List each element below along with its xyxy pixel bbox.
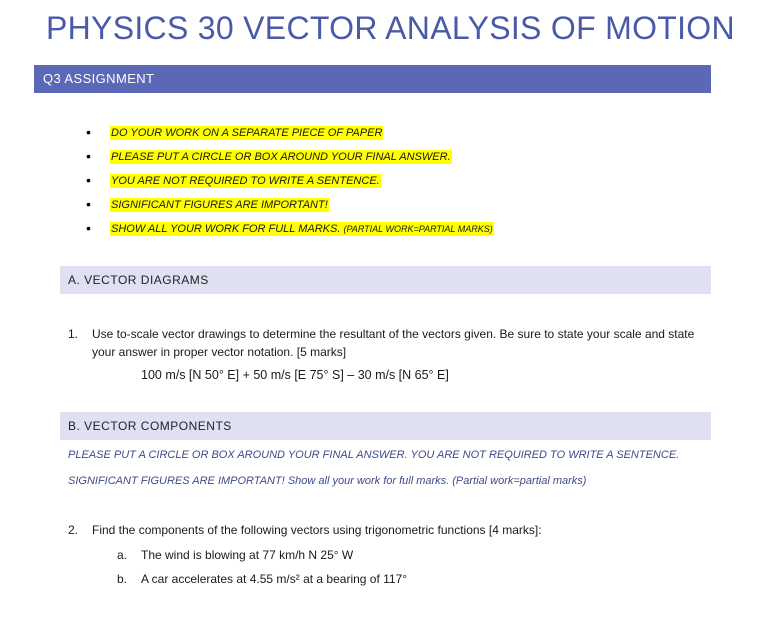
item-a-text: The wind is blowing at 77 km/h N 25° W (141, 548, 354, 562)
assignment-banner (34, 65, 711, 93)
item-b-text: A car accelerates at 4.55 m/s² at a bearing of 117° (141, 572, 408, 586)
banner-label: Q3 ASSIGNMENT (43, 71, 155, 86)
instruction-text: YOU ARE NOT REQUIRED TO WRITE A SENTENCE. (111, 175, 380, 187)
note-caps: SIGNIFICANT FIGURES ARE IMPORTANT! (68, 475, 285, 487)
section-b-header (60, 412, 711, 440)
question-2-number: 2. (68, 523, 79, 537)
question-1-number: 1. (68, 327, 79, 341)
item-a-label: a. (117, 548, 128, 562)
instruction-text: DO YOUR WORK ON A SEPARATE PIECE OF PAPER (111, 127, 383, 139)
section-b-note-2 (68, 475, 586, 487)
question-1-expression: 100 m/s [N 50° E] + 50 m/s [E 75° S] – 30 m/s [N 65° E] (141, 368, 449, 382)
instruction-text: SIGNIFICANT FIGURES ARE IMPORTANT! (111, 199, 328, 211)
page-title: PHYSICS 30 VECTOR ANALYSIS OF MOTION (46, 10, 735, 46)
question-1-text: Use to-scale vector drawings to determine the resultant of the vectors given. Be sure to state your scale and state your answer in proper vector notation. [5 marks] (92, 327, 695, 359)
instruction-text: PLEASE PUT A CIRCLE OR BOX AROUND YOUR FINAL ANSWER. (111, 151, 451, 163)
note-rest: Show all your work for full marks. (Partial work=partial marks) (287, 475, 587, 487)
item-b-label: b. (117, 572, 128, 586)
section-b-heading: B. VECTOR COMPONENTS (68, 419, 232, 433)
section-b-note-1: PLEASE PUT A CIRCLE OR BOX AROUND YOUR FINAL ANSWER. YOU ARE NOT REQUIRED TO WRITE A SENTENCE. (68, 449, 680, 461)
instruction-text-wrap (110, 222, 494, 236)
section-a-heading: A. VECTOR DIAGRAMS (68, 273, 209, 287)
instruction-small-text: (PARTIAL WORK=PARTIAL MARKS) (343, 224, 493, 234)
question-2-text: Find the components of the following vectors using trigonometric functions [4 marks]: (92, 523, 542, 537)
section-a-header (60, 266, 711, 294)
instruction-text: SHOW ALL YOUR WORK FOR FULL MARKS. (111, 223, 341, 235)
